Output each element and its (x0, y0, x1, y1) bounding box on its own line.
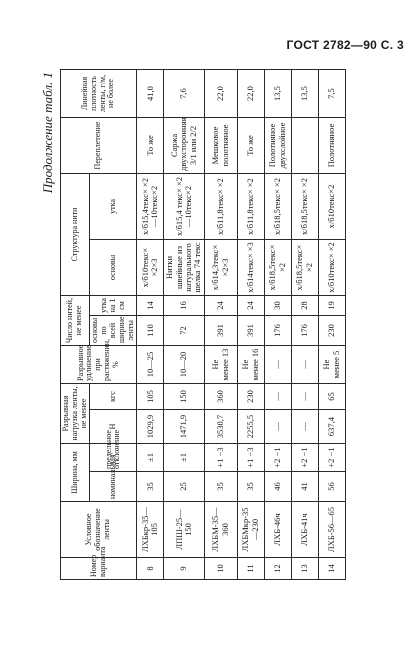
cell-deviation: +2 −1 (291, 444, 318, 472)
cell-warp-structure: х/б18,5текс× ×2 (264, 240, 291, 296)
cell-deviation: +2 −1 (264, 444, 291, 472)
cell-number: 13 (291, 558, 318, 580)
cell-warp-count: 72 (164, 316, 204, 346)
cell-weft-structure: х/б11,8текс× ×2 (204, 174, 237, 240)
cell-warp-structure: х/б14,3текс× ×2×3 (204, 240, 237, 296)
header-structure-warp: основы (90, 240, 137, 296)
cell-load-n: 1471,9 (164, 410, 204, 444)
cell-warp-structure: Нитки швейные из натурального шелка 74 текс (164, 240, 204, 296)
cell-number: 12 (264, 558, 291, 580)
cell-deviation: +1 −3 (237, 444, 264, 472)
cell-load-n: 1029,9 (137, 410, 164, 444)
cell-number: 8 (137, 558, 164, 580)
cell-warp-count: 391 (237, 316, 264, 346)
table-row (237, 70, 264, 580)
cell-warp-count: 176 (264, 316, 291, 346)
cell-deviation: ±1 (137, 444, 164, 472)
cell-deviation: ±1 (164, 444, 204, 472)
cell-width: 56 (318, 472, 345, 502)
cell-weave: То же (237, 118, 264, 174)
cell-weft-count: 19 (318, 296, 345, 316)
cell-load-kgs: — (264, 384, 291, 410)
cell-warp-structure: х/б10текс× ×2×3 (137, 240, 164, 296)
cell-elongation: 10—20 (164, 346, 204, 384)
cell-width: 35 (137, 472, 164, 502)
table-row (164, 70, 204, 580)
cell-deviation: +2 −1 (318, 444, 345, 472)
cell-weft-structure: х/б10текс×2 (318, 174, 345, 240)
cell-load-kgs: 360 (204, 384, 237, 410)
cell-width: 25 (164, 472, 204, 502)
cell-designation: ЛХБкр-35—105 (137, 502, 164, 558)
cell-density: 7,5 (318, 70, 345, 118)
cell-designation: ЛХБ-46ч (264, 502, 291, 558)
cell-density: 41,0 (137, 70, 164, 118)
cell-load-kgs: 105 (137, 384, 164, 410)
cell-weft-count: 28 (291, 296, 318, 316)
header-elongation: Разрывное удлинение при растяжении, % (61, 346, 137, 384)
cell-weft-structure: х/б15,4 текс× ×2—10текс×2 (164, 174, 204, 240)
data-table (60, 69, 346, 580)
cell-elongation: Не менее 5 (318, 346, 345, 384)
cell-weave (291, 118, 318, 174)
cell-weft-structure: х/б18,5текс× ×2 (264, 174, 291, 240)
header-threads-weft: утка на 1 см (90, 296, 137, 316)
header-density: Линейная плотность ленты, г/м, не более (61, 70, 137, 118)
cell-deviation: +1 −3 (204, 444, 237, 472)
table-row (318, 70, 345, 580)
cell-number: 11 (237, 558, 264, 580)
header-number: Номер варианта (61, 558, 137, 580)
cell-load-kgs: 65 (318, 384, 345, 410)
cell-weft-count: 24 (237, 296, 264, 316)
header-width: Ширина, мм (61, 444, 90, 502)
cell-width: 35 (204, 472, 237, 502)
cell-elongation: 10—25 (137, 346, 164, 384)
header-load-n: Н (90, 410, 137, 444)
cell-weft-structure: х/б18,5текс× ×2 (291, 174, 318, 240)
cell-density: 22,0 (204, 70, 237, 118)
header-load-kgs: кгс (90, 384, 137, 410)
cell-density: 7,6 (164, 70, 204, 118)
cell-load-n: 2255,5 (237, 410, 264, 444)
cell-density: 13,5 (264, 70, 291, 118)
cell-width: 35 (237, 472, 264, 502)
cell-weave: Полотняное двухслойное (264, 118, 291, 174)
table-body (137, 70, 345, 580)
rotated-table-block (40, 70, 390, 580)
cell-weave: Мешковое полотняное (204, 118, 237, 174)
cell-elongation: Не менее 13 (204, 346, 237, 384)
header-width-deviation: предельное отклонение (90, 444, 137, 472)
cell-load-n: — (264, 410, 291, 444)
cell-load-n: 3530,7 (204, 410, 237, 444)
cell-density: 22,0 (237, 70, 264, 118)
table-row (264, 70, 291, 580)
cell-weft-count: 14 (137, 296, 164, 316)
cell-number: 10 (204, 558, 237, 580)
table-row (137, 70, 164, 580)
header-weave: Переплетение (61, 118, 137, 174)
cell-number: 14 (318, 558, 345, 580)
cell-density: 13,5 (291, 70, 318, 118)
cell-weft-structure: х/б11,8текс× ×2 (237, 174, 264, 240)
header-width-nominal: номинальная (90, 472, 137, 502)
header-designation: Условное обозначение ленты (61, 502, 137, 558)
header-threads: Число нитей, не менее (61, 296, 90, 346)
cell-width: 46 (264, 472, 291, 502)
header-structure: Структура нити (61, 174, 90, 296)
table-row (291, 70, 318, 580)
cell-designation: ЛХБ-41ч (291, 502, 318, 558)
cell-weft-structure: х/б15,4текс× ×2—10текс×2 (137, 174, 164, 240)
cell-load-kgs: 150 (164, 384, 204, 410)
cell-warp-structure: х/б10текс× ×2 (318, 240, 345, 296)
page-header: ГОСТ 2782—90 С. 3 (286, 38, 404, 52)
cell-designation: ЛХБМкр-35—230 (237, 502, 264, 558)
cell-elongation: Не менее 16 (237, 346, 264, 384)
cell-weft-count: 24 (204, 296, 237, 316)
cell-warp-count: 230 (318, 316, 345, 346)
cell-designation: ЛХБ-56—65 (318, 502, 345, 558)
cell-warp-structure: х/б14текс× ×3 (237, 240, 264, 296)
cell-warp-count: 176 (291, 316, 318, 346)
cell-elongation: — (264, 346, 291, 384)
table-continuation-label: Продолжение табл. 1 (40, 72, 55, 194)
cell-width: 41 (291, 472, 318, 502)
cell-warp-count: 110 (137, 316, 164, 346)
cell-load-n: 637,4 (318, 410, 345, 444)
cell-warp-structure: х/б18,5текс× ×2 (291, 240, 318, 296)
header-breaking-load: Разрывная нагрузка ленты, не менее (61, 384, 90, 444)
cell-weave: То же (137, 118, 164, 174)
cell-weft-count: 30 (264, 296, 291, 316)
cell-load-kgs: 230 (237, 384, 264, 410)
table-row (204, 70, 237, 580)
header-structure-weft: утка (90, 174, 137, 240)
cell-warp-count: 391 (204, 316, 237, 346)
cell-elongation: — (291, 346, 318, 384)
header-threads-warp: основы по всей ширине ленты (90, 316, 137, 346)
cell-weave: Полотняное (318, 118, 345, 174)
cell-number: 9 (164, 558, 204, 580)
cell-load-n: — (291, 410, 318, 444)
cell-designation: ЛПШ-25—150 (164, 502, 204, 558)
cell-load-kgs: — (291, 384, 318, 410)
cell-designation: ЛХБМ-35—360 (204, 502, 237, 558)
cell-weave: Саржа двухсторонняя 3/1 или 2/2 (164, 118, 204, 174)
cell-weft-count: 16 (164, 296, 204, 316)
